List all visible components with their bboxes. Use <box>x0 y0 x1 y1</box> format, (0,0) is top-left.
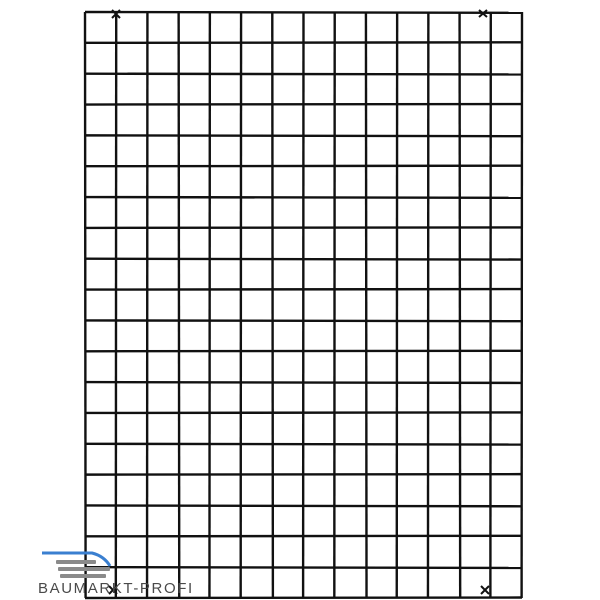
watermark-text: BAUMARKT-PROFI <box>38 580 194 597</box>
vertical-wire <box>460 12 461 598</box>
horizontal-wire <box>85 104 522 105</box>
horizontal-wire <box>85 444 522 445</box>
horizontal-wire <box>85 197 522 198</box>
vertical-wire <box>366 12 367 598</box>
horizontal-wire <box>85 598 522 599</box>
horizontal-wire <box>85 166 522 167</box>
watermark-logo-mark <box>42 553 110 578</box>
logo-stripe <box>60 574 106 578</box>
horizontal-wire <box>85 259 522 260</box>
vertical-wire <box>85 12 86 598</box>
horizontal-wire <box>85 135 522 136</box>
horizontal-wire <box>85 412 522 413</box>
vertical-wire <box>272 12 273 598</box>
logo-stripe <box>58 567 110 571</box>
horizontal-wire <box>85 74 522 75</box>
logo-roof <box>42 553 110 566</box>
horizontal-wire <box>85 289 522 290</box>
horizontal-wire <box>85 567 522 568</box>
horizontal-wire <box>85 351 522 352</box>
vertical-wire <box>179 12 180 598</box>
mesh-grid <box>85 12 522 598</box>
horizontal-wire <box>85 227 522 228</box>
logo-stripe <box>56 560 96 564</box>
horizontal-wire <box>85 382 522 383</box>
horizontal-wire <box>85 320 522 321</box>
corner-mark-bottom-right <box>481 586 489 594</box>
horizontal-wire <box>85 536 522 537</box>
horizontal-wire <box>85 42 522 43</box>
horizontal-wire <box>85 505 522 506</box>
horizontal-wire <box>85 474 522 475</box>
horizontal-wire <box>85 12 522 13</box>
